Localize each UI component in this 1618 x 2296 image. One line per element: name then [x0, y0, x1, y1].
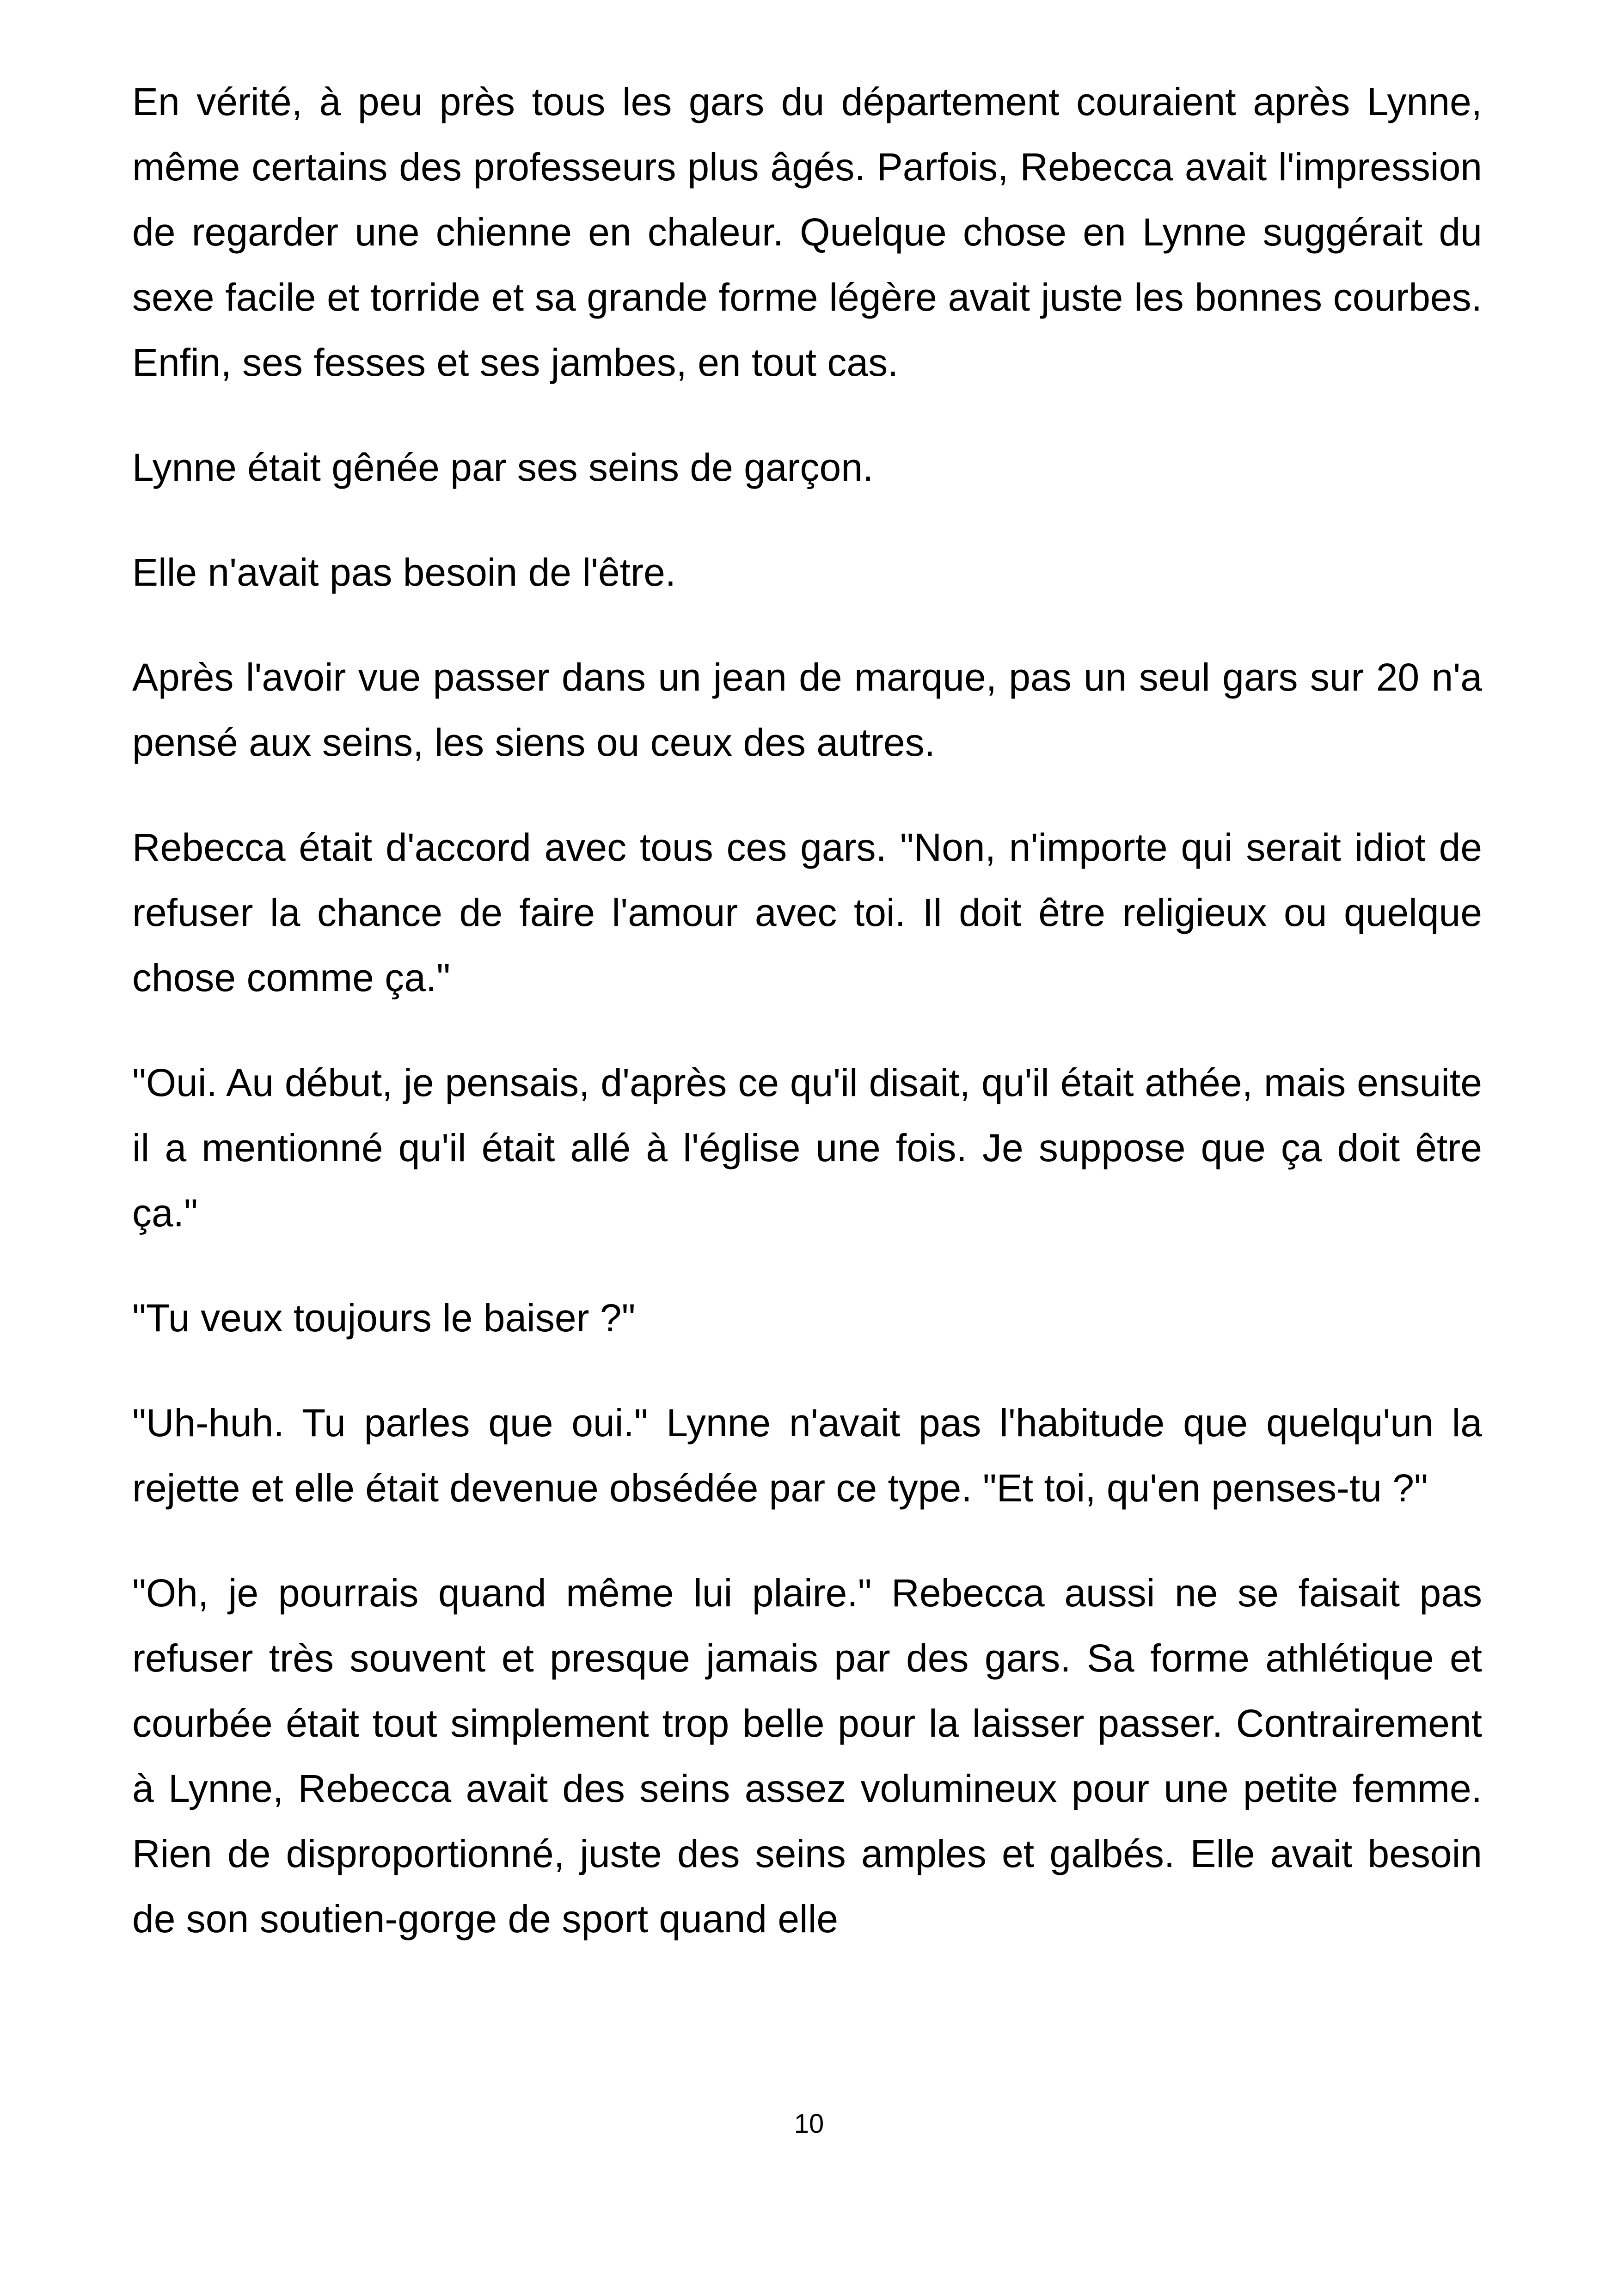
- paragraph-1: En vérité, à peu près tous les gars du département couraient après Lynne, même certains des professeurs plus âgés. Parfois, Rebecca avait l'impression de regarder une chienne en chaleur. Quelque chose en Lynne suggérait du sexe facile et torride et sa grande forme légère avait juste les bonnes courbes. Enfin, ses fesses et ses jambes, en tout cas.: [132, 80, 1482, 384]
- page-number: 10: [794, 2109, 824, 2139]
- paragraph-9: "Oh, je pourrais quand même lui plaire." Rebecca aussi ne se faisait pas refuser très souvent et presque jamais par des gars. Sa forme athlétique et courbée était tout simplement trop belle pour la laisser passer. Contrairement à Lynne, Rebecca avait des seins assez volumineux pour une petite femme. Rien de disproportionné, juste des seins amples et galbés. Elle avait besoin de son soutien-gorge de sport quand elle: [132, 1571, 1482, 1941]
- paragraph-3: Elle n'avait pas besoin de l'être.: [132, 551, 676, 594]
- paragraph-8: "Uh-huh. Tu parles que oui." Lynne n'avait pas l'habitude que quelqu'un la rejette et elle était devenue obsédée par ce type. "Et toi, qu'en penses-tu ?": [132, 1401, 1482, 1510]
- paragraph-7: "Tu veux toujours le baiser ?": [132, 1296, 636, 1340]
- paragraph-4: Après l'avoir vue passer dans un jean de marque, pas un seul gars sur 20 n'a pensé aux seins, les siens ou ceux des autres.: [132, 655, 1482, 764]
- paragraph-2: Lynne était gênée par ses seins de garçon.: [132, 446, 874, 489]
- paragraph-6: "Oui. Au début, je pensais, d'après ce qu'il disait, qu'il était athée, mais ensuite il a mentionné qu'il était allé à l'église une fois. Je suppose que ça doit être ça.": [132, 1061, 1482, 1235]
- paragraph-5: Rebecca était d'accord avec tous ces gars. "Non, n'importe qui serait idiot de refuser la chance de faire l'amour avec toi. Il doit être religieux ou quelque chose comme ça.": [132, 826, 1482, 999]
- page-body: [132, 69, 1482, 1991]
